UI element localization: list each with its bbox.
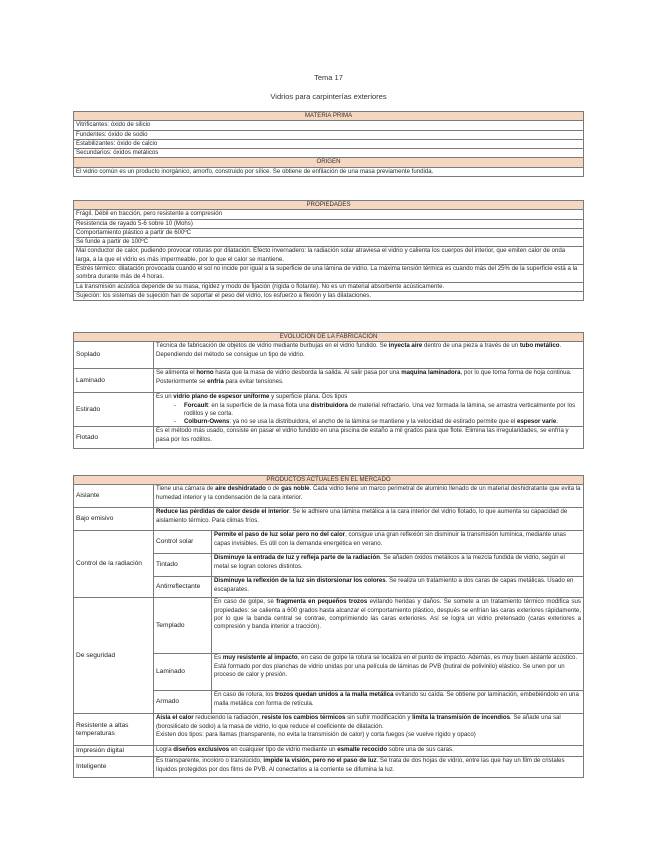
impresion-digital-label: Impresión digital bbox=[74, 746, 154, 757]
seguridad-label: De seguridad bbox=[74, 598, 154, 714]
document-subtitle: Vidrios para carpinterías exteriores bbox=[270, 92, 387, 101]
flotado-label: Flotado bbox=[74, 427, 154, 449]
propiedades-row: Comportamiento plástico a partir de 600ºC bbox=[74, 228, 584, 237]
propiedades-header: PROPIEDADES bbox=[74, 201, 584, 210]
altas-temperaturas-text: Aísla el calor reduciendo la radiación, resiste los cambios térmicos sin sufrir modificación y limita la transmisión de incendios. Se añade una sal (borosilicato de sodio) a la masa de vidrio, lo que reduce el coeficiente de dilatación. Existen dos tipos: para llamas (transparente, no evita la transmisión de calor) y corta fuegos (se vuelve rígido y opaco) bbox=[154, 714, 584, 746]
soplado-text: Técnica de fabricación de objetos de vidrio mediante burbujas en el vidrio fundido. Se inyecta aire dentro de una pieza a través de un tubo metálico. Dependiendo del método se consigue un tipo de vidrio. bbox=[154, 342, 584, 369]
bajo-emisivo-label: Bajo emisivo bbox=[74, 508, 154, 531]
estirado-text: Es un vidrio plano de espesor uniforme y superficie plana. Dos tipos - Forcault: en la superficie de la masa flota una distribuidora de material refractario. Una vez formada la lámina, se arrastra verticalmente por los rodillos y se corta. - Colburn-Owens: ya no se usa la distribuidora, el ancho de la lámina se mantiene y la velocidad de estirado permite que el espesor varíe. bbox=[154, 393, 584, 427]
origen-text: El vidrio común es un producto inorgánico, amorfo, construido por sílice. Se obtiene de enfilación de una masa previamente fundida. bbox=[74, 167, 584, 176]
templado-text: En caso de golpe, se fragmenta en pequeños trozos evitando heridas y daños. Se somete a un tratamiento térmico modifica sus propiedades: se calienta a 600 grados hasta alcanzar el comportamiento plástico, después se enfrían las caras exteriores rápidamente, por lo que la banda central se contrae, comprimiendo las caras exteriores. Así se logra un vidrio pretensado (caras exteriores a compresión y banda interior a tracción). bbox=[212, 598, 584, 654]
propiedades-row: Estrés térmico: dilatación provocada cuando el sol no incide por igual a la superficie de una lámina de vidrio. La máxima tensión térmica es cuando más del 25% de la superficie está a la sombra durante más de 4 horas. bbox=[74, 265, 584, 283]
soplado-label: Soplado bbox=[74, 342, 154, 369]
laminado-seguridad-text: Es muy resistente al impacto, en caso de golpe la rotura se localiza en el punto de impacto. Además, es muy buen aislante acústico. Está formado por dos planchas de vidrio unidas por una película de láminas de PVB (butiral de polivinilo) elástico. Se unen por un proceso de calor y presión. bbox=[212, 654, 584, 691]
tintado-text: Disminuye la entrada de luz y refleja parte de la radiación. Se añaden óxidos metálicos a la mezcla fundida de vidrio, según el metal se logran colores distintos. bbox=[212, 554, 584, 577]
colburn-item: - Colburn-Owens: ya no se usa la distribuidora, el ancho de la lámina se mantiene y la velocidad de estirado permite que el espesor varíe. bbox=[184, 418, 581, 426]
productos-table bbox=[73, 475, 584, 778]
laminado-seguridad-label: Laminado bbox=[154, 654, 212, 691]
materia-prima-table bbox=[73, 111, 584, 177]
laminado-label: Laminado bbox=[74, 369, 154, 393]
antirreflectante-label: Antirreflectante bbox=[154, 577, 212, 598]
evolucion-table bbox=[73, 332, 584, 449]
propiedades-row: Mal conductor de calor, pudiendo provocar roturas por dilatación. Efecto invernadero: la radiación solar atraviesa el vidrio y calienta los cuerpos del interior, que emiten calor de onda larga, a la que el vidrio es más impermeable, por lo que el calor se mantiene. bbox=[74, 247, 584, 265]
materia-prima-row: Secundarios: óxidos metálicos bbox=[74, 149, 584, 158]
altas-temperaturas-label: Resistente a altas temperaturas bbox=[74, 714, 154, 746]
evolucion-header: EVOLUCIÓN DE LA FABRICACIÓN bbox=[74, 333, 584, 342]
forcault-item: - Forcault: en la superficie de la masa flota una distribuidora de material refractario. Una vez formada la lámina, se arrastra verticalmente por los rodillos y se corta. bbox=[184, 402, 581, 419]
estirado-label: Estirado bbox=[74, 393, 154, 427]
inteligente-text: Es transparente, incoloro o translúcido, impide la visión, pero no el paso de luz. Se trata de dos hojas de vidrio, entre las que hay un film de cristales líquidos protegidos por dos films de PVB. Al conectarlos a la corriente se difumina la luz. bbox=[154, 757, 584, 778]
materia-prima-row: Fundentes: óxido de sodio bbox=[74, 130, 584, 139]
materia-prima-row: Vitrificantes: óxido de silicio bbox=[74, 121, 584, 130]
control-solar-text: Permite el paso de luz solar pero no del calor, consigue una gran reflexión sin disminuir la transmisión lumínica, mediante unas capas invisibles. Es útil con la demanda energética en verano. bbox=[212, 531, 584, 554]
control-radiacion-label: Control de la radiación bbox=[74, 531, 154, 598]
flotado-text: Es el método más usado, consiste en pasar el vidrio fundido en una piscina de estaño a mil grados para que flote. Elimina las irregularidades, se enfría y pasa por los rodillos. bbox=[154, 427, 584, 449]
propiedades-table bbox=[73, 200, 584, 301]
propiedades-row: Frágil. Débil en tracción, pero resistente a compresión bbox=[74, 210, 584, 219]
armado-label: Armado bbox=[154, 691, 212, 714]
aislante-text: Tiene una cámara de aire deshidratado o de gas noble. Cada vidrio tiene un marco perimetral de aluminio llenado de un material deshidratante que evita la humedad interior y la condensación de la cara interior. bbox=[154, 485, 584, 508]
control-solar-label: Control solar bbox=[154, 531, 212, 554]
materia-prima-header: MATERIA PRIMA bbox=[74, 112, 584, 121]
topic-title: Tema 17 bbox=[314, 73, 343, 82]
propiedades-row: Se funde a partir de 100ºC bbox=[74, 238, 584, 247]
impresion-digital-text: Logra diseños exclusivos en cualquier tipo de vidrio mediante un esmalte recocido sobre una de sus caras. bbox=[154, 746, 584, 757]
propiedades-row: La transmisión acústica depende de su masa, rigidez y modo de fijación (rígida o flotante). No es un material absorbente acústicamente. bbox=[74, 282, 584, 291]
inteligente-label: Inteligente bbox=[74, 757, 154, 778]
tintado-label: Tintado bbox=[154, 554, 212, 577]
propiedades-row: Resistencia de rayado 5-6 sobre 10 (Mohs) bbox=[74, 219, 584, 228]
productos-header: PRODUCTOS ACTUALES EN EL MERCADO bbox=[74, 476, 584, 485]
aislante-label: Aislante bbox=[74, 485, 154, 508]
antirreflectante-text: Disminuye la reflexión de la luz sin distorsionar los colores. Se realiza un tratamiento a dos caras de capas metálicas. Usado en escaparates. bbox=[212, 577, 584, 598]
materia-prima-row: Estabilizantes: óxido de calcio bbox=[74, 139, 584, 148]
origen-header: ORIGEN bbox=[74, 158, 584, 167]
propiedades-row: Sujeción: los sistemas de sujeción han de soportar el peso del vidrio, los esfuerzo a flexión y las dilataciones. bbox=[74, 291, 584, 300]
laminado-text: Se alimenta el horno hasta que la masa de vidrio desborda la salida. Al salir pasa por una maquina laminadora, por lo que toma forma de hoja continua. Posteriormente se enfría para evitar tensiones. bbox=[154, 369, 584, 393]
templado-label: Templado bbox=[154, 598, 212, 654]
bajo-emisivo-text: Reduce las pérdidas de calor desde el interior. Se le adhiere una lámina metálica a la cara interior del vidrio flotado, lo que aumenta su capacidad de aislamiento térmico. Para climas fríos. bbox=[154, 508, 584, 531]
armado-text: En caso de rotura, los trozos quedan unidos a la malla metálica evitando su caída. Se obtiene por laminación, embebiéndolo en una malla metálica con forma de retícula. bbox=[212, 691, 584, 714]
